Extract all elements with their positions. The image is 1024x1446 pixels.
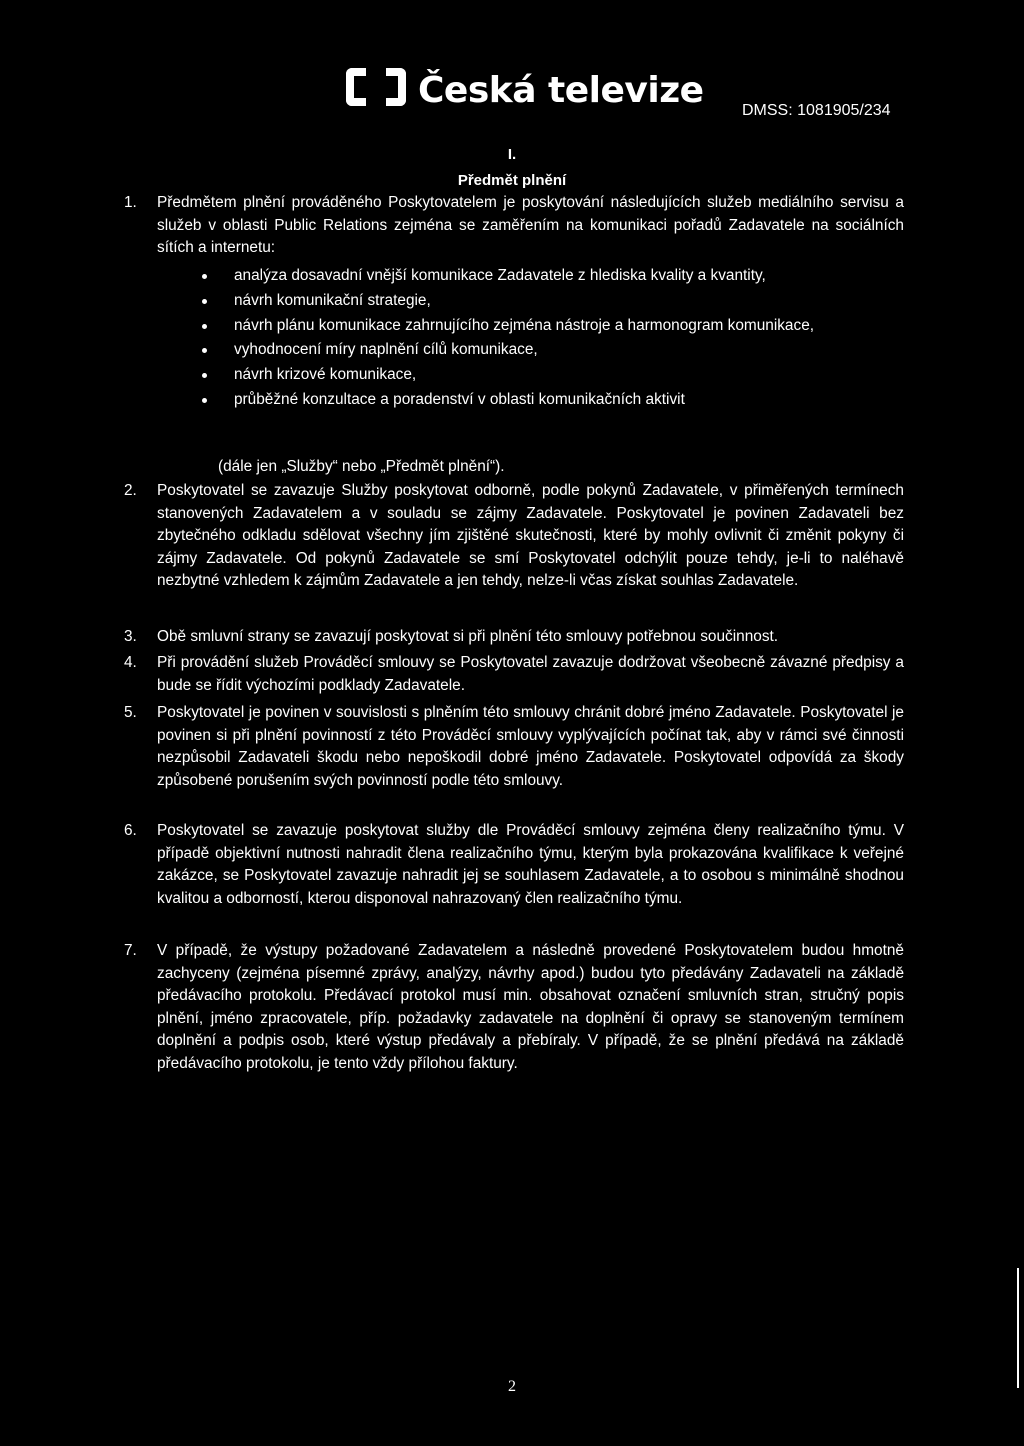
clause-text: Obě smluvní strany se zavazují poskytovat si při plnění této smlouvy potřebnou součinnost.: [157, 628, 779, 645]
clause-text: Poskytovatel se zavazuje Služby poskytovat odborně, podle pokynů Zadavatele, v přiměřených termínech stanovených Zadavatelem a v souladu se zájmy Zadavatele. Poskytovatel je povinen Zadavateli bez zbytečného odkladu sdělovat všechny jím zjištěné skutečnosti, které by mohly ovlivnit či změnit pokyny či zájmy Zadavatele. Od pokynů Zadavatele se smí Poskytovatel odchýlit pouze tehdy, je-li to naléhavě nezbytné vzhledem k zájmům Zadavatele a jen tehdy, nelze-li včas získat souhlas Zadavatele.: [157, 482, 904, 590]
ct-logo-icon: [346, 68, 406, 112]
definition-note: (dále jen „Služby“ nebo „Předmět plnění“).: [218, 458, 505, 475]
scan-edge-line: [1017, 1268, 1019, 1388]
section-title: Předmět plnění: [457, 172, 567, 189]
clause-number: 4.: [124, 654, 137, 671]
list-item: průběžné konzultace a poradenství v oblasti komunikačních aktivit: [200, 388, 814, 413]
list-item: vyhodnocení míry naplnění cílů komunikace,: [200, 338, 814, 363]
list-item: návrh plánu komunikace zahrnujícího zejména nástroje a harmonogram komunikace,: [200, 314, 814, 339]
list-item: návrh komunikační strategie,: [200, 289, 814, 314]
clause-text: V případě, že výstupy požadované Zadavatelem a následně provedené Poskytovatelem budou hmotně zachyceny (zejména písemné zprávy, analýzy, návrhy apod.) budou tyto předávány Zadavateli na základě předávacího protokolu. Předávací protokol musí min. obsahovat označení smluvních stran, stručný popis plnění, jméno zpracovatele, příp. požadavky zadavatele na doplnění či opravy se stanoveným termínem doplnění a podpis osob, které výstup předávaly a přebíraly. V případě, že se plnění předává na základě předávacího protokolu, je tento vždy přílohou faktury.: [157, 942, 904, 1072]
ceska-televize-logo: [346, 68, 704, 112]
clause-number: 5.: [124, 704, 137, 721]
page-number: 2: [508, 1378, 516, 1395]
clause-text: Předmětem plnění prováděného Poskytovatelem je poskytování následujících služeb mediálního servisu a služeb v oblasti Public Relations zejména se zaměřením na komunikaci pořadů Zadavatele na sociálních sítích a internetu:: [157, 194, 904, 257]
clause-5: [124, 702, 904, 792]
clause-3: [124, 626, 904, 649]
clause-number: 1.: [124, 194, 137, 211]
list-item: analýza dosavadní vnější komunikace Zadavatele z hlediska kvality a kvantity,: [200, 264, 814, 289]
clause-text: Poskytovatel se zavazuje poskytovat služby dle Prováděcí smlouvy zejména členy realizačního týmu. V případě objektivní nutnosti nahradit člena realizačního týmu, kterým byla prokazována kvalifikace k veřejné zakázce, se Poskytovatel zavazuje nahradit jej se souhlasem Zadavatele, a to osobou s minimálně shodnou kvalitou a odborností, kterou disponoval nahrazovaný člen realizačního týmu.: [157, 822, 904, 907]
clause-6: [124, 820, 904, 910]
clause-7: [124, 940, 904, 1076]
clause-number: 6.: [124, 822, 137, 839]
section-number: I.: [507, 146, 517, 163]
clause-number: 7.: [124, 942, 137, 959]
clause-text: Poskytovatel je povinen v souvislosti s plněním této smlouvy chránit dobré jméno Zadavatele. Poskytovatel je povinen si při plnění povinností z této Prováděcí smlouvy vyplývajících počínat tak, aby v rámci své činnosti nezpůsobil Zadavateli škodu nebo nepoškodil dobré jméno Zadavatele. Poskytovatel odpovídá za škody způsobené porušením svých povinností podle této smlouvy.: [157, 704, 904, 789]
clause-4: [124, 652, 904, 697]
services-list: [200, 264, 814, 413]
list-item: návrh krizové komunikace,: [200, 363, 814, 388]
logo-text: Česká televize: [418, 69, 704, 111]
clause-text: Při provádění služeb Prováděcí smlouvy se Poskytovatel zavazuje dodržovat všeobecně závazné předpisy a bude se řídit výchozími podklady Zadavatele.: [157, 654, 904, 694]
clause-2: [124, 480, 904, 593]
clause-1: [124, 192, 904, 260]
clause-number: 3.: [124, 628, 137, 645]
document-id: DMSS: 1081905/234: [742, 102, 891, 119]
clause-number: 2.: [124, 482, 137, 499]
